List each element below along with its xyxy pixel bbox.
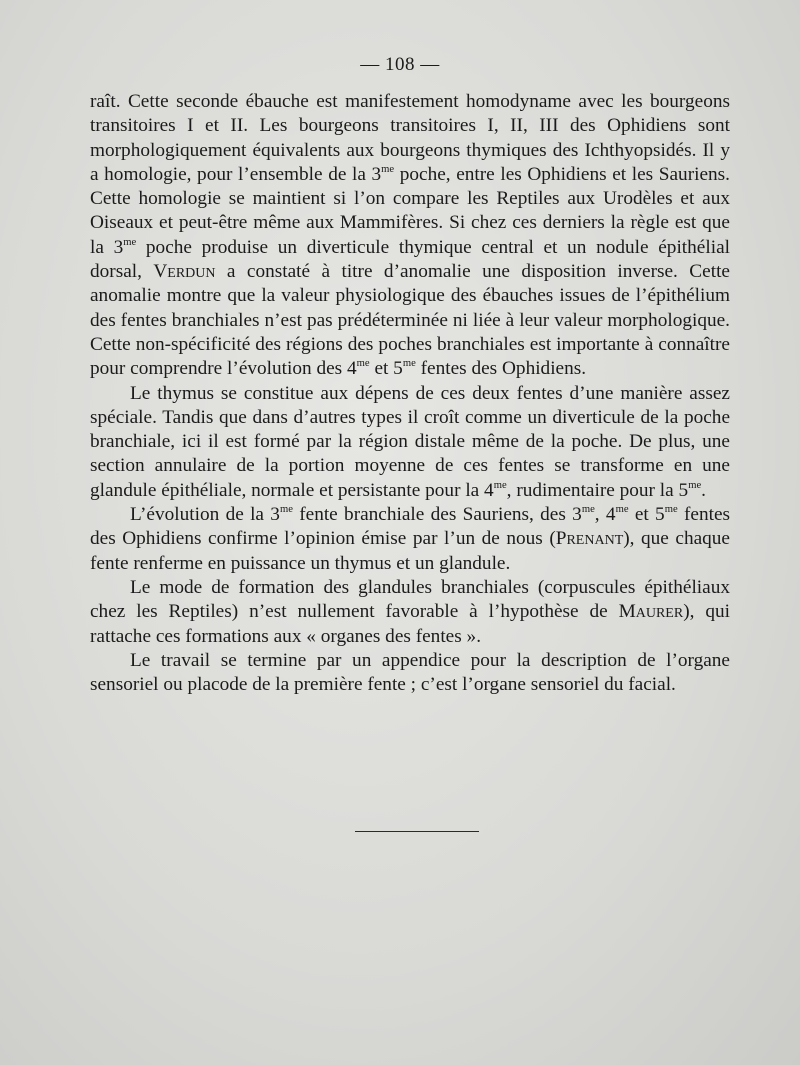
ordinal-superscript: me xyxy=(356,358,370,370)
text-run: poche, entre les Ophidiens et les Sauriens. Cette homologie se maintient si l’on compare les Reptiles aux Urodèles et aux Oiseaux et peut-être même aux Mammifères. Si chez ces derniers la règle est que la 3 xyxy=(90,163,730,258)
body-text xyxy=(90,90,730,697)
paragraph xyxy=(90,503,730,576)
text-run: et 5 xyxy=(628,504,665,526)
paragraph xyxy=(90,649,730,698)
author-name: Verdun xyxy=(153,261,216,283)
text-run: ), qui rattache ces formations aux « organes des fentes ». xyxy=(90,601,730,647)
ordinal-superscript: me xyxy=(688,479,702,491)
text-run: Le travail se termine par un appendice pour la description de l’organe sensoriel ou placode de la première fente ; c’est l’organe sensoriel du facial. xyxy=(90,649,730,696)
text-run: L’évolution de la 3 xyxy=(130,504,280,526)
author-name: Maurer xyxy=(618,601,684,623)
ordinal-superscript: me xyxy=(402,358,416,370)
text-run: Le mode de formation des glandules branchiales (corpuscules épithéliaux chez les Reptiles) n’est nullement favorable à l’hypothèse de xyxy=(90,576,730,623)
text-run: fentes des Ophidiens. xyxy=(415,358,587,380)
ordinal-superscript: me xyxy=(493,479,507,491)
paragraph xyxy=(90,382,730,503)
ordinal-superscript: me xyxy=(615,504,629,516)
text-run: a constaté à titre d’anomalie une disposition inverse. Cette anomalie montre que la valeur physiologique des ébauches issues de l’épithélium des fentes branchiales n’est pas prédéterminée ni liée à leur valeur morphologique. Cette non-spécificité des régions des poches branchiales est importante à connaître pour comprendre l’évolution des 4 xyxy=(90,261,730,380)
text-run: . xyxy=(701,479,706,501)
text-run: , rudimentaire pour la 5 xyxy=(506,479,689,501)
author-name: Prenant xyxy=(555,528,624,550)
page-number: — 108 — xyxy=(360,54,440,75)
paragraph xyxy=(90,90,730,382)
end-rule xyxy=(355,831,479,832)
text-run: et 5 xyxy=(369,358,403,380)
paragraph xyxy=(90,576,730,649)
ordinal-superscript: me xyxy=(381,163,395,175)
ordinal-superscript: me xyxy=(123,236,137,248)
ordinal-superscript: me xyxy=(581,504,595,516)
ordinal-superscript: me xyxy=(664,504,678,516)
ordinal-superscript: me xyxy=(279,504,293,516)
text-run: ), que chaque fente renferme en puissance un thymus et un glandule. xyxy=(90,528,730,574)
text-run: fente branchiale des Sauriens, des 3 xyxy=(292,504,582,526)
text-run: , 4 xyxy=(594,504,616,526)
text-run: Le thymus se constitue aux dépens de ces deux fentes d’une manière assez spéciale. Tandis que dans d’autres types il croît comme un diverticule de la poche branchiale, ici il est formé par la région distale même de la poche. De plus, une section annulaire de la portion moyenne de ces fentes se transforme en une glandule épithéliale, normale et persistante pour la 4 xyxy=(90,382,730,501)
text-run: poche produise un diverticule thymique central et un nodule épithélial dorsal, xyxy=(90,236,730,283)
text-run: fentes des Ophidiens confirme l’opinion émise par l’un de nous ( xyxy=(90,504,731,550)
text-run: raît. Cette seconde ébauche est manifestement homodyname avec les bourgeons transitoires I et II. Les bourgeons transitoires I, II, III des Ophidiens sont morphologiquement équivalents aux bourgeons thymiques des Ichthyopsidés. Il y a homologie, pour l’ensemble de la 3 xyxy=(90,91,730,185)
